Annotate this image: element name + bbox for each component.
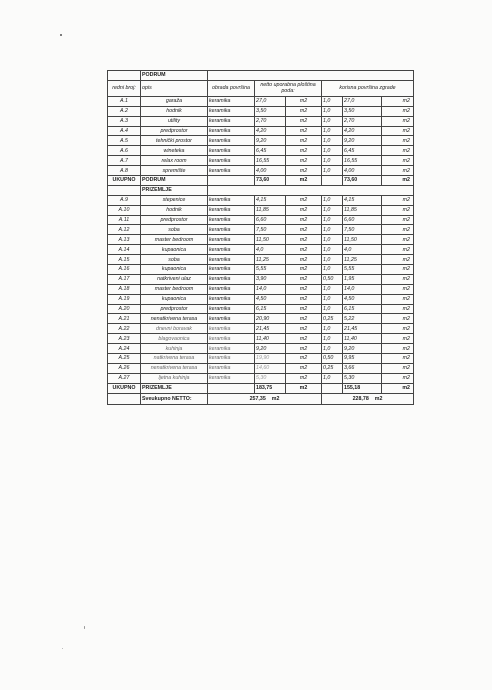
row-korisna-area: 4,00: [343, 166, 382, 176]
row-area: 11,40: [255, 334, 286, 344]
row-korisna-unit: m2: [382, 284, 414, 294]
row-coefficient: 1,0: [322, 235, 343, 245]
row-unit: m2: [286, 334, 322, 344]
row-number: A.23: [108, 334, 141, 344]
row-finish: keramika: [208, 166, 255, 176]
table-row: [108, 96, 414, 106]
row-description: hodnik: [141, 205, 208, 215]
row-finish: keramika: [208, 136, 255, 146]
row-korisna-area: 14,0: [343, 284, 382, 294]
section-title-blank: [208, 185, 414, 195]
grand-netto-unit: m2: [271, 395, 280, 402]
section-title-spacer: [108, 71, 141, 81]
row-finish: keramika: [208, 265, 255, 275]
scan-speck: [62, 648, 63, 649]
row-finish: keramika: [208, 314, 255, 324]
header-description: opis: [141, 80, 208, 96]
row-number: A.1: [108, 96, 141, 106]
table-row: [108, 195, 414, 205]
row-korisna-unit: m2: [382, 225, 414, 235]
row-area: 4,00: [255, 166, 286, 176]
grand-total-netto: [208, 393, 322, 404]
table-row: [108, 106, 414, 116]
row-coefficient: 1,0: [322, 344, 343, 354]
row-area: 9,20: [255, 136, 286, 146]
row-number: A.24: [108, 344, 141, 354]
row-coefficient: 1,0: [322, 294, 343, 304]
header-netto: netto uporabna ploština poda:: [255, 80, 322, 96]
row-area: 14,0: [255, 284, 286, 294]
row-description: predprostor: [141, 215, 208, 225]
row-finish: keramika: [208, 363, 255, 373]
grand-total-row: [108, 393, 414, 404]
row-coefficient: 1,0: [322, 126, 343, 136]
row-unit: m2: [286, 106, 322, 116]
scan-speck: [84, 626, 85, 629]
row-number: A.13: [108, 235, 141, 245]
row-coefficient: 1,0: [322, 106, 343, 116]
row-unit: m2: [286, 344, 322, 354]
table-row: [108, 116, 414, 126]
section-title-blank: [208, 71, 414, 81]
row-coefficient: 0,25: [322, 363, 343, 373]
row-area: 11,85: [255, 205, 286, 215]
table-row: [108, 344, 414, 354]
row-number: A.14: [108, 245, 141, 255]
row-korisna-unit: m2: [382, 126, 414, 136]
row-coefficient: 0,25: [322, 314, 343, 324]
row-area: 5,55: [255, 265, 286, 275]
row-coefficient: 0,50: [322, 274, 343, 284]
row-number: A.9: [108, 195, 141, 205]
row-unit: m2: [286, 363, 322, 373]
row-korisna-unit: m2: [382, 314, 414, 324]
table-row: [108, 294, 414, 304]
row-unit: m2: [286, 235, 322, 245]
total-name: PODRUM: [141, 176, 208, 186]
total-blank: [208, 383, 255, 393]
table-row: [108, 215, 414, 225]
total-name: PRIZEMLJE: [141, 383, 208, 393]
row-korisna-area: 9,20: [343, 344, 382, 354]
row-area: 7,50: [255, 225, 286, 235]
row-finish: keramika: [208, 225, 255, 235]
row-unit: m2: [286, 314, 322, 324]
row-coefficient: 1,0: [322, 225, 343, 235]
row-description: kuhinja: [141, 344, 208, 354]
row-korisna-unit: m2: [382, 116, 414, 126]
row-finish: keramika: [208, 255, 255, 265]
row-area: 21,45: [255, 324, 286, 334]
row-number: A.20: [108, 304, 141, 314]
area-table-body: [108, 71, 414, 405]
row-area: 14,60: [255, 363, 286, 373]
row-unit: m2: [286, 126, 322, 136]
row-description: predprostor: [141, 126, 208, 136]
row-description: kupaonica: [141, 265, 208, 275]
row-finish: keramika: [208, 96, 255, 106]
row-korisna-area: 5,22: [343, 314, 382, 324]
section-total-row: [108, 176, 414, 186]
row-area: 5,30: [255, 373, 286, 383]
row-finish: keramika: [208, 334, 255, 344]
row-korisna-area: 6,45: [343, 146, 382, 156]
row-finish: keramika: [208, 344, 255, 354]
row-coefficient: 1,0: [322, 284, 343, 294]
row-korisna-area: 9,20: [343, 136, 382, 146]
row-unit: m2: [286, 373, 322, 383]
table-row: [108, 314, 414, 324]
row-unit: m2: [286, 116, 322, 126]
total-blank: [322, 176, 343, 186]
row-korisna-unit: m2: [382, 373, 414, 383]
row-korisna-unit: m2: [382, 274, 414, 284]
row-unit: m2: [286, 284, 322, 294]
row-unit: m2: [286, 255, 322, 265]
total-unit: m2: [286, 383, 322, 393]
table-row: [108, 245, 414, 255]
total-label: UKUPNO: [108, 176, 141, 186]
row-korisna-unit: m2: [382, 363, 414, 373]
row-coefficient: 1,0: [322, 324, 343, 334]
table-row: [108, 146, 414, 156]
row-korisna-area: 27,0: [343, 96, 382, 106]
row-unit: m2: [286, 225, 322, 235]
row-description: natkrivena terasa: [141, 354, 208, 364]
row-finish: keramika: [208, 205, 255, 215]
row-description: kupaonica: [141, 294, 208, 304]
row-finish: keramika: [208, 245, 255, 255]
total-korisna-area: 155,18: [343, 383, 382, 393]
row-description: dnevni boravak: [141, 324, 208, 334]
table-row: [108, 136, 414, 146]
row-area: 6,15: [255, 304, 286, 314]
row-number: A.12: [108, 225, 141, 235]
scan-speck: [60, 34, 62, 36]
section-total-row: [108, 383, 414, 393]
total-label: UKUPNO: [108, 383, 141, 393]
row-coefficient: 1,0: [322, 334, 343, 344]
row-coefficient: 1,0: [322, 373, 343, 383]
row-description: spremište: [141, 166, 208, 176]
total-korisna-area: 73,60: [343, 176, 382, 186]
row-finish: keramika: [208, 373, 255, 383]
table-row: [108, 225, 414, 235]
row-number: A.21: [108, 314, 141, 324]
row-finish: keramika: [208, 126, 255, 136]
row-area: 19,90: [255, 354, 286, 364]
row-number: A.25: [108, 354, 141, 364]
grand-netto-value: 257,35: [249, 395, 266, 402]
row-description: relax room: [141, 156, 208, 166]
row-finish: keramika: [208, 304, 255, 314]
row-area: 4,50: [255, 294, 286, 304]
row-korisna-area: 4,0: [343, 245, 382, 255]
row-finish: keramika: [208, 106, 255, 116]
row-number: A.10: [108, 205, 141, 215]
row-unit: m2: [286, 245, 322, 255]
row-number: A.3: [108, 116, 141, 126]
row-area: 3,50: [255, 106, 286, 116]
row-number: A.7: [108, 156, 141, 166]
total-unit: m2: [286, 176, 322, 186]
row-unit: m2: [286, 195, 322, 205]
row-korisna-area: 6,60: [343, 215, 382, 225]
row-coefficient: 1,0: [322, 146, 343, 156]
column-header-row: [108, 80, 414, 96]
row-number: A.26: [108, 363, 141, 373]
row-description: tehnički prostor: [141, 136, 208, 146]
table-row: [108, 255, 414, 265]
row-description: hodnik: [141, 106, 208, 116]
total-blank: [208, 176, 255, 186]
table-row: [108, 126, 414, 136]
row-korisna-area: 3,50: [343, 106, 382, 116]
row-description: soba: [141, 225, 208, 235]
row-area: 3,90: [255, 274, 286, 284]
section-title: PRIZEMLJE: [141, 185, 208, 195]
row-unit: m2: [286, 274, 322, 284]
row-description: ljetna kuhinja: [141, 373, 208, 383]
row-description: stepenice: [141, 195, 208, 205]
row-coefficient: 1,0: [322, 205, 343, 215]
row-korisna-unit: m2: [382, 294, 414, 304]
total-korisna-unit: m2: [382, 383, 414, 393]
row-korisna-unit: m2: [382, 146, 414, 156]
grand-total-korisna: [322, 393, 414, 404]
row-unit: m2: [286, 96, 322, 106]
row-description: master bedroom: [141, 235, 208, 245]
row-number: A.27: [108, 373, 141, 383]
row-coefficient: 1,0: [322, 116, 343, 126]
row-korisna-area: 5,30: [343, 373, 382, 383]
row-unit: m2: [286, 304, 322, 314]
row-unit: m2: [286, 156, 322, 166]
row-coefficient: 1,0: [322, 215, 343, 225]
section-title-spacer: [108, 185, 141, 195]
row-coefficient: 1,0: [322, 195, 343, 205]
row-korisna-area: 7,50: [343, 225, 382, 235]
row-description: wineteka: [141, 146, 208, 156]
row-korisna-area: 3,66: [343, 363, 382, 373]
row-finish: keramika: [208, 324, 255, 334]
row-unit: m2: [286, 136, 322, 146]
row-korisna-unit: m2: [382, 255, 414, 265]
header-number: redni broj:: [108, 80, 141, 96]
row-area: 27,0: [255, 96, 286, 106]
row-coefficient: 1,0: [322, 136, 343, 146]
row-korisna-area: 11,85: [343, 205, 382, 215]
row-number: A.15: [108, 255, 141, 265]
row-description: utility: [141, 116, 208, 126]
row-korisna-unit: m2: [382, 215, 414, 225]
table-row: [108, 265, 414, 275]
row-description: soba: [141, 255, 208, 265]
table-row: [108, 274, 414, 284]
row-finish: keramika: [208, 215, 255, 225]
table-row: [108, 166, 414, 176]
row-korisna-unit: m2: [382, 205, 414, 215]
row-description: garaža: [141, 96, 208, 106]
row-korisna-area: 4,15: [343, 195, 382, 205]
row-number: A.11: [108, 215, 141, 225]
row-unit: m2: [286, 205, 322, 215]
row-coefficient: 1,0: [322, 265, 343, 275]
row-finish: keramika: [208, 146, 255, 156]
row-area: 2,70: [255, 116, 286, 126]
table-row: [108, 156, 414, 166]
row-area: 16,55: [255, 156, 286, 166]
row-finish: keramika: [208, 294, 255, 304]
row-korisna-area: 9,95: [343, 354, 382, 364]
row-finish: keramika: [208, 156, 255, 166]
total-korisna-unit: m2: [382, 176, 414, 186]
row-number: A.17: [108, 274, 141, 284]
row-korisna-area: 21,45: [343, 324, 382, 334]
row-number: A.22: [108, 324, 141, 334]
row-coefficient: 1,0: [322, 255, 343, 265]
row-area: 4,0: [255, 245, 286, 255]
total-area: 183,75: [255, 383, 286, 393]
total-area: 73,60: [255, 176, 286, 186]
row-number: A.2: [108, 106, 141, 116]
row-korisna-unit: m2: [382, 195, 414, 205]
row-finish: keramika: [208, 116, 255, 126]
row-korisna-unit: m2: [382, 235, 414, 245]
row-korisna-unit: m2: [382, 136, 414, 146]
row-description: natkriveni ulaz: [141, 274, 208, 284]
row-korisna-area: 11,50: [343, 235, 382, 245]
row-area: 4,15: [255, 195, 286, 205]
section-title-row: [108, 185, 414, 195]
row-description: kupaonica: [141, 245, 208, 255]
row-korisna-area: 11,40: [343, 334, 382, 344]
row-korisna-unit: m2: [382, 245, 414, 255]
table-row: [108, 324, 414, 334]
row-korisna-unit: m2: [382, 334, 414, 344]
row-coefficient: 1,0: [322, 245, 343, 255]
row-korisna-area: 1,95: [343, 274, 382, 284]
row-area: 11,25: [255, 255, 286, 265]
area-table: [107, 70, 414, 405]
row-korisna-area: 6,15: [343, 304, 382, 314]
header-korisna: korisna površina zgrade: [322, 80, 414, 96]
header-finish: obrada površina: [208, 80, 255, 96]
row-korisna-area: 4,20: [343, 126, 382, 136]
row-korisna-unit: m2: [382, 96, 414, 106]
row-coefficient: 1,0: [322, 166, 343, 176]
row-finish: keramika: [208, 235, 255, 245]
row-number: A.6: [108, 146, 141, 156]
row-unit: m2: [286, 215, 322, 225]
row-unit: m2: [286, 354, 322, 364]
row-korisna-unit: m2: [382, 304, 414, 314]
table-row: [108, 334, 414, 344]
row-description: predprostor: [141, 304, 208, 314]
table-row: [108, 373, 414, 383]
row-korisna-unit: m2: [382, 324, 414, 334]
table-row: [108, 235, 414, 245]
grand-total-spacer: [108, 393, 141, 404]
table-row: [108, 304, 414, 314]
row-finish: keramika: [208, 195, 255, 205]
row-korisna-area: 5,55: [343, 265, 382, 275]
row-area: 11,50: [255, 235, 286, 245]
row-korisna-area: 16,55: [343, 156, 382, 166]
row-unit: m2: [286, 324, 322, 334]
row-area: 6,60: [255, 215, 286, 225]
row-area: 20,90: [255, 314, 286, 324]
row-description: master bedroom: [141, 284, 208, 294]
table-row: [108, 354, 414, 364]
table-row: [108, 284, 414, 294]
total-blank: [322, 383, 343, 393]
row-korisna-area: 2,70: [343, 116, 382, 126]
row-number: A.4: [108, 126, 141, 136]
row-description: blagovaonica: [141, 334, 208, 344]
row-unit: m2: [286, 166, 322, 176]
row-area: 9,20: [255, 344, 286, 354]
row-number: A.16: [108, 265, 141, 275]
row-korisna-unit: m2: [382, 344, 414, 354]
row-unit: m2: [286, 294, 322, 304]
row-finish: keramika: [208, 354, 255, 364]
row-korisna-unit: m2: [382, 354, 414, 364]
row-area: 4,20: [255, 126, 286, 136]
row-unit: m2: [286, 265, 322, 275]
row-coefficient: 1,0: [322, 304, 343, 314]
row-finish: keramika: [208, 284, 255, 294]
row-unit: m2: [286, 146, 322, 156]
row-number: A.5: [108, 136, 141, 146]
row-coefficient: 1,0: [322, 96, 343, 106]
row-korisna-unit: m2: [382, 106, 414, 116]
table-row: [108, 363, 414, 373]
row-korisna-area: 4,50: [343, 294, 382, 304]
section-title-row: [108, 71, 414, 81]
grand-total-label: Sveukupno NETTO:: [141, 393, 208, 404]
row-description: nenatkrivena terasa: [141, 363, 208, 373]
row-number: A.19: [108, 294, 141, 304]
section-title: PODRUM: [141, 71, 208, 81]
row-description: nenatkrivena terasa: [141, 314, 208, 324]
row-coefficient: 0,50: [322, 354, 343, 364]
row-area: 6,45: [255, 146, 286, 156]
row-korisna-unit: m2: [382, 265, 414, 275]
row-korisna-unit: m2: [382, 156, 414, 166]
table-row: [108, 205, 414, 215]
row-korisna-area: 11,25: [343, 255, 382, 265]
row-number: A.8: [108, 166, 141, 176]
row-finish: keramika: [208, 274, 255, 284]
row-number: A.18: [108, 284, 141, 294]
grand-korisna-unit: m2: [374, 395, 383, 402]
row-coefficient: 1,0: [322, 156, 343, 166]
grand-korisna-value: 228,78: [352, 395, 369, 402]
row-korisna-unit: m2: [382, 166, 414, 176]
